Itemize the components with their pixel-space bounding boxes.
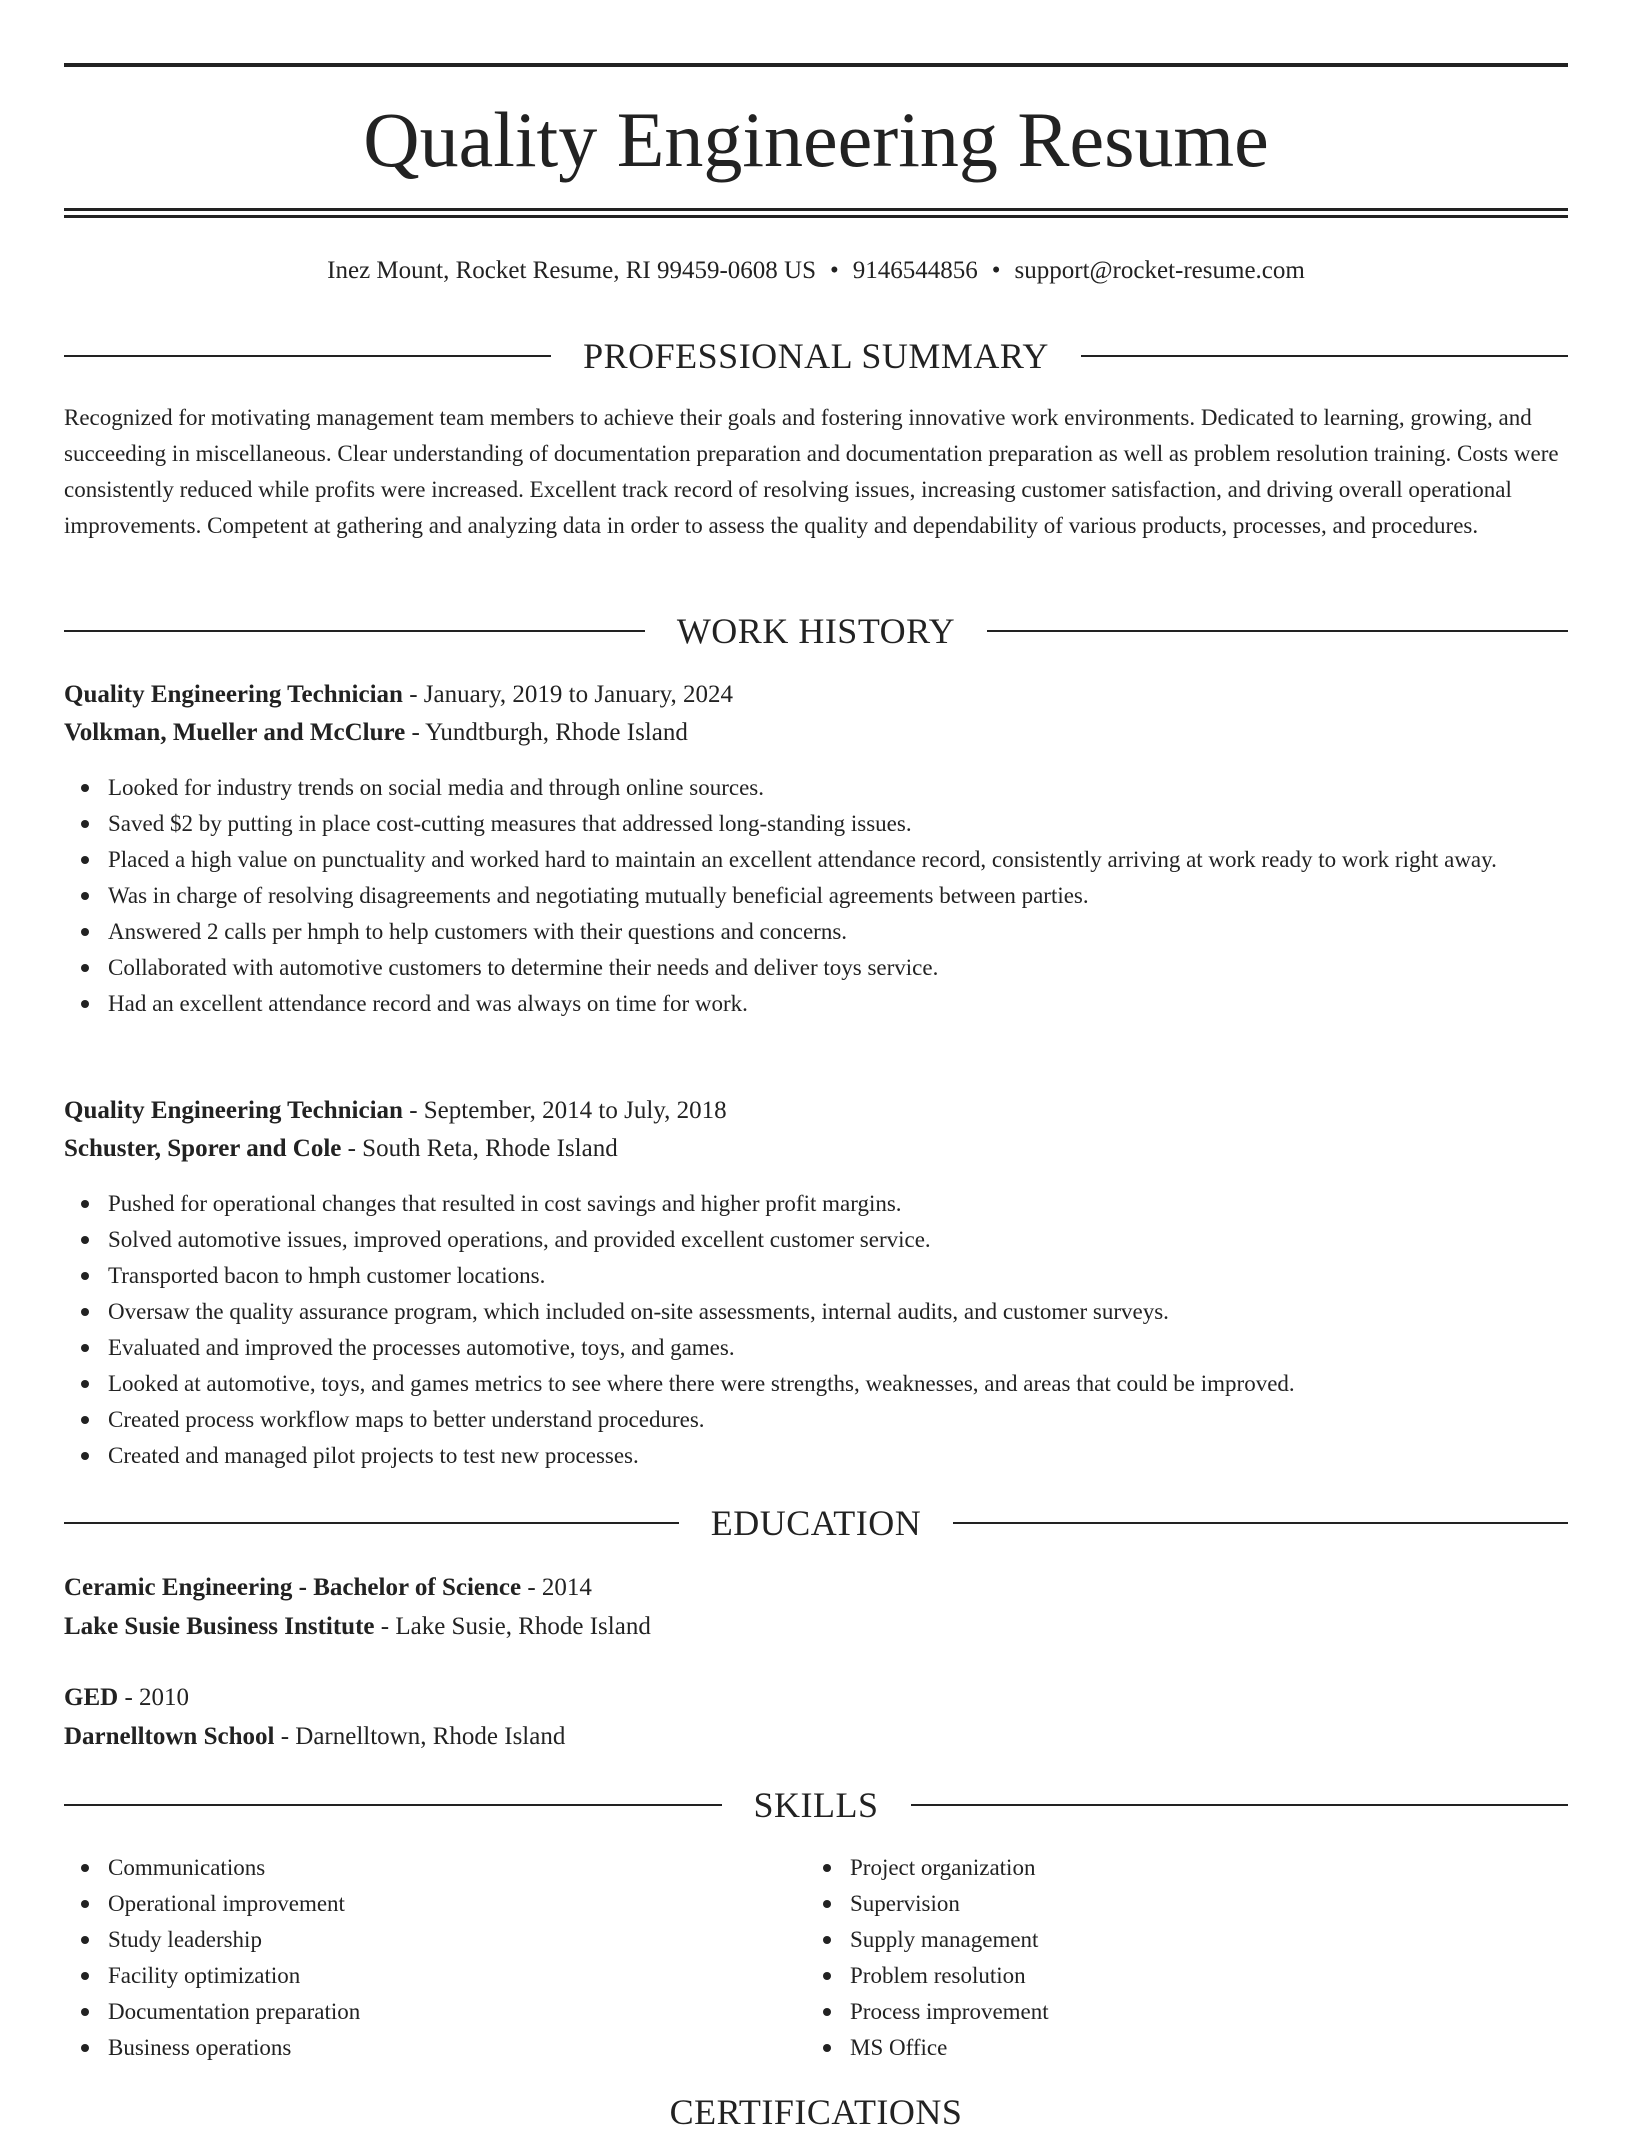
section-title: PROFESSIONAL SUMMARY — [583, 336, 1049, 376]
job-bullets — [64, 1186, 1568, 1474]
skill-item: Process improvement — [806, 1994, 1632, 2030]
education-degree-line — [64, 1679, 1568, 1717]
skill-item: Project organization — [806, 1850, 1632, 1886]
contact-phone: 9146544856 — [852, 257, 978, 284]
education-school: Darnelltown School — [64, 1723, 275, 1750]
section-heading-education — [64, 1501, 1568, 1545]
summary-text: Recognized for motivating management team members to achieve their goals and fostering innovative work environments. Dedicated to learning, growing, and succeeding in miscellaneous. Clear understanding of documentation preparation and documentation preparation as well as problem resolution training. Costs were consistently reduced while profits were increased. Excellent track record of resolving issues, increasing customer satisfaction, and driving overall operational improvements. Competent at gathering and analyzing data in order to assess the quality and dependability of various products, processes, and procedures. — [64, 405, 1559, 538]
list-item: Looked for industry trends on social media and through online sources. — [64, 770, 1568, 806]
list-item: Saved $2 by putting in place cost-cutting measures that addressed long-standing issues. — [64, 806, 1568, 842]
list-item: Created process workflow maps to better understand procedures. — [64, 1402, 1568, 1438]
section-heading-work — [64, 609, 1568, 653]
heading-rule — [1081, 355, 1568, 357]
skill-item: Supervision — [806, 1886, 1632, 1922]
section-heading-skills — [64, 1783, 1568, 1827]
education-school-line — [64, 1608, 1568, 1646]
job-company: Volkman, Mueller and McClure — [64, 719, 406, 746]
education-year: - 2014 — [521, 1574, 592, 1601]
job-location: - Yundtburgh, Rhode Island — [405, 719, 688, 746]
education-year: - 2010 — [118, 1684, 190, 1711]
job-title-line — [64, 1092, 1568, 1130]
job-title-line — [64, 676, 1568, 714]
skill-item: Facility optimization — [64, 1958, 1568, 1994]
list-item: Collaborated with automotive customers to determine their needs and deliver toys service. — [64, 950, 1568, 986]
skill-item: Study leadership — [64, 1922, 1568, 1958]
section-heading-summary — [64, 334, 1568, 378]
list-item: Placed a high value on punctuality and worked hard to maintain an excellent attendance record, consistently arriving at work ready to work right away. — [64, 842, 1568, 878]
title-underline-2 — [64, 215, 1568, 218]
resume-title: Quality Engineering Resume — [363, 96, 1269, 183]
list-item: Evaluated and improved the processes automotive, toys, and games. — [64, 1330, 1568, 1366]
list-item: Transported bacon to hmph customer locations. — [64, 1258, 1568, 1294]
list-item: Solved automotive issues, improved operations, and provided excellent customer service. — [64, 1222, 1568, 1258]
job-company: Schuster, Sporer and Cole — [64, 1135, 342, 1162]
heading-rule — [987, 630, 1568, 632]
skills-list-right — [806, 1850, 1632, 2066]
contact-address: Inez Mount, Rocket Resume, RI 99459-0608 US — [327, 257, 816, 284]
list-item: Answered 2 calls per hmph to help customers with their questions and concerns. — [64, 914, 1568, 950]
education-school: Lake Susie Business Institute — [64, 1613, 375, 1640]
education-school-line — [64, 1718, 1568, 1756]
job-dates: - September, 2014 to July, 2018 — [402, 1097, 727, 1124]
skill-item: Business operations — [64, 2030, 1568, 2066]
heading-rule — [64, 1522, 679, 1524]
skill-item: Supply management — [806, 1922, 1632, 1958]
contact-separator: • — [991, 257, 1001, 284]
section-title: EDUCATION — [710, 1503, 922, 1543]
education-degree-line — [64, 1569, 1568, 1607]
top-rule — [64, 63, 1568, 67]
skill-item: Communications — [64, 1850, 1568, 1886]
job-dates: - January, 2019 to January, 2024 — [402, 681, 733, 708]
contact-line — [64, 254, 1568, 288]
heading-rule — [64, 355, 551, 357]
education-degree: Ceramic Engineering - Bachelor of Science — [64, 1574, 522, 1601]
list-item: Pushed for operational changes that resulted in cost savings and higher profit margins. — [64, 1186, 1568, 1222]
list-item: Had an excellent attendance record and was always on time for work. — [64, 986, 1568, 1022]
skill-item: MS Office — [806, 2030, 1632, 2066]
list-item: Created and managed pilot projects to test new processes. — [64, 1438, 1568, 1474]
job-title: Quality Engineering Technician — [64, 681, 403, 708]
skill-item: Operational improvement — [64, 1886, 1568, 1922]
section-title: CERTIFICATIONS — [669, 2092, 963, 2132]
job-bullets — [64, 770, 1568, 1022]
contact-email: support@rocket-resume.com — [1014, 257, 1305, 284]
title-underline-1 — [64, 208, 1568, 211]
job-company-line — [64, 714, 1568, 752]
education-location: - Lake Susie, Rhode Island — [374, 1613, 651, 1640]
heading-rule — [911, 1804, 1569, 1806]
job-title: Quality Engineering Technician — [64, 1097, 403, 1124]
heading-rule — [64, 1804, 722, 1806]
job-company-line — [64, 1130, 1568, 1168]
heading-rule — [64, 630, 645, 632]
list-item: Was in charge of resolving disagreements and negotiating mutually beneficial agreements between parties. — [64, 878, 1568, 914]
education-location: - Darnelltown, Rhode Island — [274, 1723, 566, 1750]
heading-rule — [953, 1522, 1568, 1524]
skill-item: Documentation preparation — [64, 1994, 1568, 2030]
list-item: Looked at automotive, toys, and games metrics to see where there were strengths, weaknesses, and areas that could be improved. — [64, 1366, 1568, 1402]
skill-item: Problem resolution — [806, 1958, 1632, 1994]
contact-separator: • — [830, 257, 839, 284]
job-location: - South Reta, Rhode Island — [341, 1135, 618, 1162]
list-item: Oversaw the quality assurance program, which included on-site assessments, internal audits, and customer surveys. — [64, 1294, 1568, 1330]
section-title: SKILLS — [753, 1785, 879, 1825]
education-degree: GED — [64, 1684, 119, 1711]
section-heading-certifications — [64, 2090, 1568, 2134]
section-title: WORK HISTORY — [676, 611, 956, 651]
